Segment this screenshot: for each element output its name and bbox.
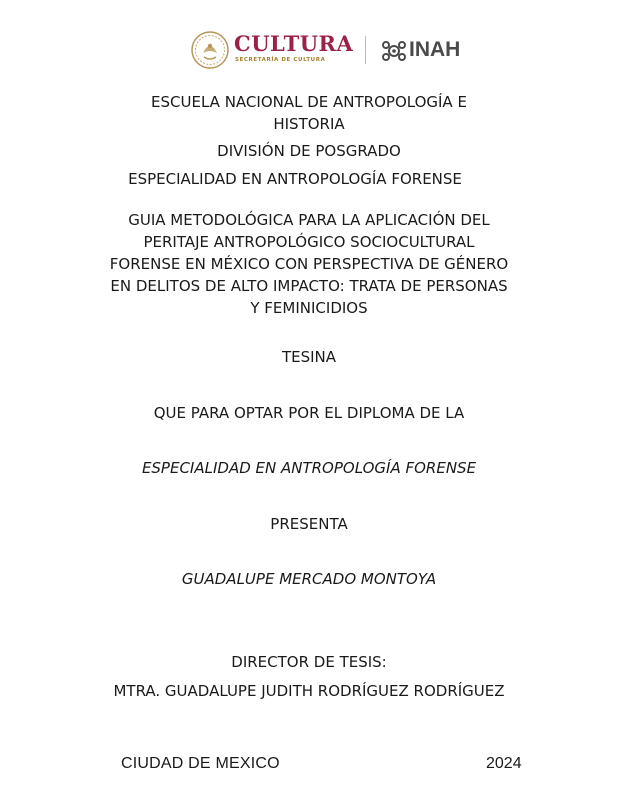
cultura-logo-text: CULTURA	[234, 31, 354, 56]
division-name: DIVISIÓN DE POSGRADO	[217, 142, 401, 160]
thesis-title-line: FORENSE EN MÉXICO CON PERSPECTIVA DE GÉNERO	[109, 255, 509, 273]
diploma-purpose: QUE PARA OPTAR POR EL DIPLOMA DE LA	[153, 404, 465, 422]
specialty-name: ESPECIALIDAD EN ANTROPOLOGÍA FORENSE	[128, 170, 462, 188]
city: CIUDAD DE MEXICO	[121, 755, 280, 772]
author-name: GUADALUPE MERCADO MONTOYA	[181, 570, 437, 588]
cultura-logo-subtitle: SECRETARÍA DE CULTURA	[235, 57, 326, 63]
director-name: MTRA. GUADALUPE JUDITH RODRÍGUEZ RODRÍGUEZ	[113, 682, 505, 700]
header-logos	[0, 30, 618, 70]
inah-glyph-icon	[380, 38, 408, 64]
year: 2024	[486, 755, 522, 772]
inah-logo-text: INAH	[409, 38, 461, 61]
thesis-title-line: EN DELITOS DE ALTO IMPACTO: TRATA DE PERSONAS	[110, 277, 508, 295]
presents-label: PRESENTA	[270, 515, 348, 533]
mexico-seal-icon	[191, 31, 229, 69]
thesis-title-line: GUIA METODOLÓGICA PARA LA APLICACIÓN DEL	[128, 211, 490, 229]
document-type: TESINA	[281, 348, 337, 366]
diploma-name: ESPECIALIDAD EN ANTROPOLOGÍA FORENSE	[141, 459, 477, 477]
school-name: ESCUELA NACIONAL DE ANTROPOLOGÍA E HISTORIA	[151, 93, 467, 133]
thesis-title-line: PERITAJE ANTROPOLÓGICO SOCIOCULTURAL	[143, 233, 475, 251]
thesis-title-line: Y FEMINICIDIOS	[250, 299, 368, 317]
logo-divider	[365, 36, 366, 64]
director-label: DIRECTOR DE TESIS:	[231, 653, 387, 671]
